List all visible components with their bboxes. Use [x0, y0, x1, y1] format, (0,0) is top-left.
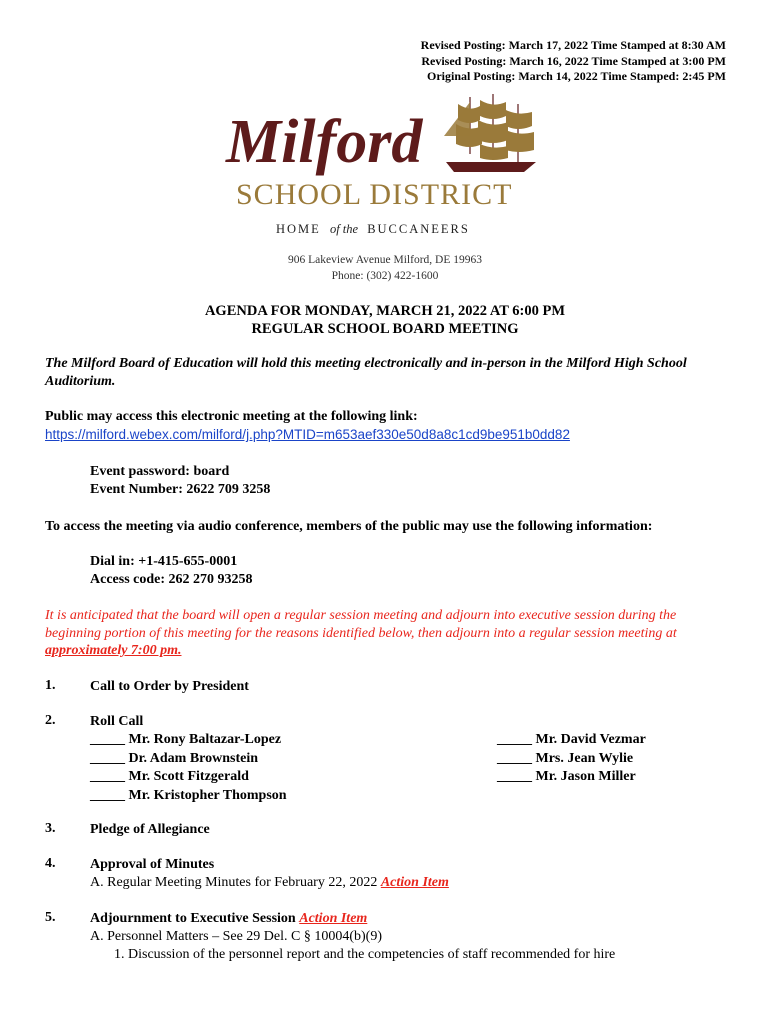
event-password: Event password: board [90, 464, 230, 479]
agenda-title: AGENDA FOR MONDAY, MARCH 21, 2022 AT 6:00 PM [204, 303, 566, 319]
webex-link-row [45, 426, 725, 445]
anticipated-time: approximately 7:00 pm. [45, 643, 182, 658]
address-phone: Phone: (302) 422-1600 [331, 270, 439, 282]
item-5-action-badge: Action Item [299, 911, 368, 926]
anticipated-paragraph [45, 607, 725, 660]
milford-logo [218, 92, 538, 242]
item-4-action-badge: Action Item [380, 875, 449, 890]
posting-line-2: Revised Posting: March 16, 2022 Time Stamped at 3:00 PM [421, 53, 726, 68]
anticipated-text: It is anticipated that the board will open a regular session meeting and adjourn into executive session during the beginning portion of this meeting for the reasons identified below, then adjourn into a regular session meeting at [45, 608, 677, 641]
webex-link[interactable]: https://milford.webex.com/milford/j.php?MTID=m653aef330e50d8a8c1cd9be951b0dd82 [45, 427, 570, 442]
item-5-heading [90, 910, 367, 928]
roll-member: _____ Mr. Jason Miller [497, 769, 636, 784]
item-4-label: Approval of Minutes [90, 857, 215, 872]
item-4-number: 4. [45, 856, 56, 871]
logo-wordmark: Milford [226, 108, 423, 176]
posting-stamps [421, 38, 726, 85]
address-street: 906 Lakeview Avenue Milford, DE 19963 [288, 254, 482, 266]
item-2-number: 2. [45, 713, 56, 728]
item-4-sub-text: A. Regular Meeting Minutes for February 22, 2022 [90, 875, 378, 890]
item-1-number: 1. [45, 678, 56, 693]
roll-right-list [497, 731, 646, 787]
roll-member: _____ Mr. Scott Fitzgerald [90, 769, 249, 784]
logo-district: SCHOOL DISTRICT [236, 178, 513, 211]
posting-line-3: Original Posting: March 14, 2022 Time Stamped: 2:45 PM [427, 69, 726, 83]
item-1-label: Call to Order by President [90, 679, 249, 694]
item-2-label: Roll Call [90, 714, 144, 729]
item-3-label: Pledge of Allegiance [90, 822, 210, 837]
roll-left-list [90, 731, 287, 805]
dial-in: Dial in: +1-415-655-0001 [90, 554, 238, 569]
roll-member: _____ Mr. Rony Baltazar-Lopez [90, 732, 282, 747]
logo-tagline-home: HOME [276, 222, 321, 236]
event-number: Event Number: 2622 709 3258 [90, 482, 271, 497]
access-code: Access code: 262 270 93258 [90, 572, 253, 587]
intro-paragraph: The Milford Board of Education will hold this meeting electronically and in-person in the Milford High School Auditorium. [45, 356, 687, 389]
posting-line-1: Revised Posting: March 17, 2022 Time Stamped at 8:30 AM [420, 38, 726, 52]
roll-member: _____ Mr. David Vezmar [497, 732, 646, 747]
audio-heading: To access the meeting via audio conference, members of the public may use the following information: [45, 519, 653, 534]
item-5-number: 5. [45, 910, 56, 925]
roll-member: _____ Mrs. Jean Wylie [497, 750, 634, 766]
roll-member: _____ Dr. Adam Brownstein [90, 750, 259, 766]
agenda-subtitle: REGULAR SCHOOL BOARD MEETING [251, 321, 519, 337]
ship-icon [444, 94, 536, 172]
roll-member: _____ Mr. Kristopher Thompson [90, 787, 287, 803]
item-4-sub [90, 874, 449, 892]
logo-tagline-buccaneers: BUCCANEERS [367, 222, 470, 236]
item-3-number: 3. [45, 821, 56, 836]
item-5-label: Adjournment to Executive Session [90, 911, 296, 926]
logo-tagline [276, 222, 470, 236]
item-5-sub2: 1. Discussion of the personnel report and the competencies of staff recommended for hire [114, 947, 616, 962]
logo-tagline-of: of the [329, 222, 359, 236]
access-heading: Public may access this electronic meeting at the following link: [45, 409, 418, 424]
item-5-sub: A. Personnel Matters – See 29 Del. C § 10004(b)(9) [90, 929, 383, 944]
